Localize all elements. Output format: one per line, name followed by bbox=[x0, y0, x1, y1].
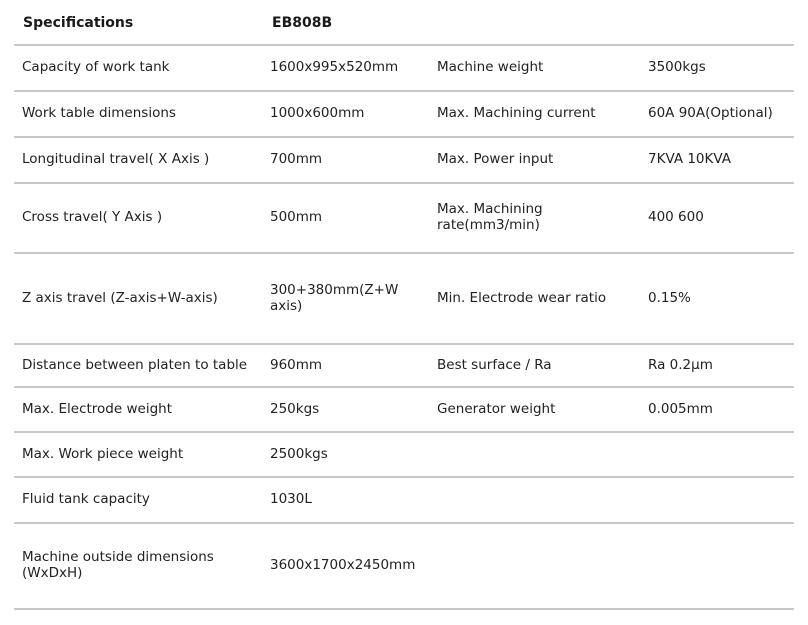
spec-label: Capacity of work tank bbox=[22, 59, 170, 75]
row-divider bbox=[14, 522, 794, 524]
spec-label: Z axis travel (Z-axis+W-axis) bbox=[22, 290, 218, 306]
spec-value: 1000x600mm bbox=[270, 105, 365, 121]
spec-header bbox=[0, 0, 808, 44]
row-divider bbox=[14, 182, 794, 184]
spec-label: Longitudinal travel( X Axis ) bbox=[22, 151, 210, 167]
spec-label: Cross travel( Y Axis ) bbox=[22, 209, 163, 225]
spec-value-secondary: Ra 0.2μm bbox=[648, 357, 713, 373]
spec-value-secondary: 7KVA 10KVA bbox=[648, 151, 731, 167]
spec-label-secondary: Generator weight bbox=[437, 401, 556, 417]
row-divider bbox=[14, 90, 794, 92]
row-divider bbox=[14, 608, 794, 610]
row-divider bbox=[14, 136, 794, 138]
spec-value-secondary: 0.005mm bbox=[648, 401, 713, 417]
row-divider bbox=[14, 431, 794, 433]
spec-value: 250kgs bbox=[270, 401, 320, 417]
spec-label-secondary: Max. Power input bbox=[437, 151, 554, 167]
spec-label: Distance between platen to table bbox=[22, 357, 248, 373]
spec-value-secondary: 3500kgs bbox=[648, 59, 706, 75]
spec-label-secondary: Best surface / Ra bbox=[437, 357, 552, 373]
spec-value: 1030L bbox=[270, 491, 312, 507]
spec-label: Fluid tank capacity bbox=[22, 491, 150, 507]
row-divider bbox=[14, 343, 794, 345]
spec-label: Max. Work piece weight bbox=[22, 446, 184, 462]
spec-label: Machine outside dimensions (WxDxH) bbox=[22, 549, 214, 581]
spec-label-secondary: Max. Machining rate(mm3/min) bbox=[437, 201, 543, 233]
spec-label: Work table dimensions bbox=[22, 105, 176, 121]
spec-value: 2500kgs bbox=[270, 446, 328, 462]
row-divider bbox=[14, 44, 794, 46]
row-divider bbox=[14, 252, 794, 254]
spec-value: 700mm bbox=[270, 151, 323, 167]
spec-label-secondary: Min. Electrode wear ratio bbox=[437, 290, 607, 306]
spec-label: Max. Electrode weight bbox=[22, 401, 172, 417]
row-divider bbox=[14, 476, 794, 478]
spec-value: 300+380mm(Z+W axis) bbox=[270, 282, 399, 314]
spec-value-secondary: 60A 90A(Optional) bbox=[648, 105, 773, 121]
spec-label-secondary: Max. Machining current bbox=[437, 105, 596, 121]
spec-value-secondary: 400 600 bbox=[648, 209, 704, 225]
spec-value: 1600x995x520mm bbox=[270, 59, 399, 75]
spec-value: 3600x1700x2450mm bbox=[270, 557, 416, 573]
spec-value-secondary: 0.15% bbox=[648, 290, 691, 306]
spec-label-secondary: Machine weight bbox=[437, 59, 544, 75]
spec-title: Specifications bbox=[23, 15, 134, 31]
spec-value: 960mm bbox=[270, 357, 323, 373]
spec-value: 500mm bbox=[270, 209, 323, 225]
row-divider bbox=[14, 386, 794, 388]
model-name: EB808B bbox=[272, 15, 333, 31]
